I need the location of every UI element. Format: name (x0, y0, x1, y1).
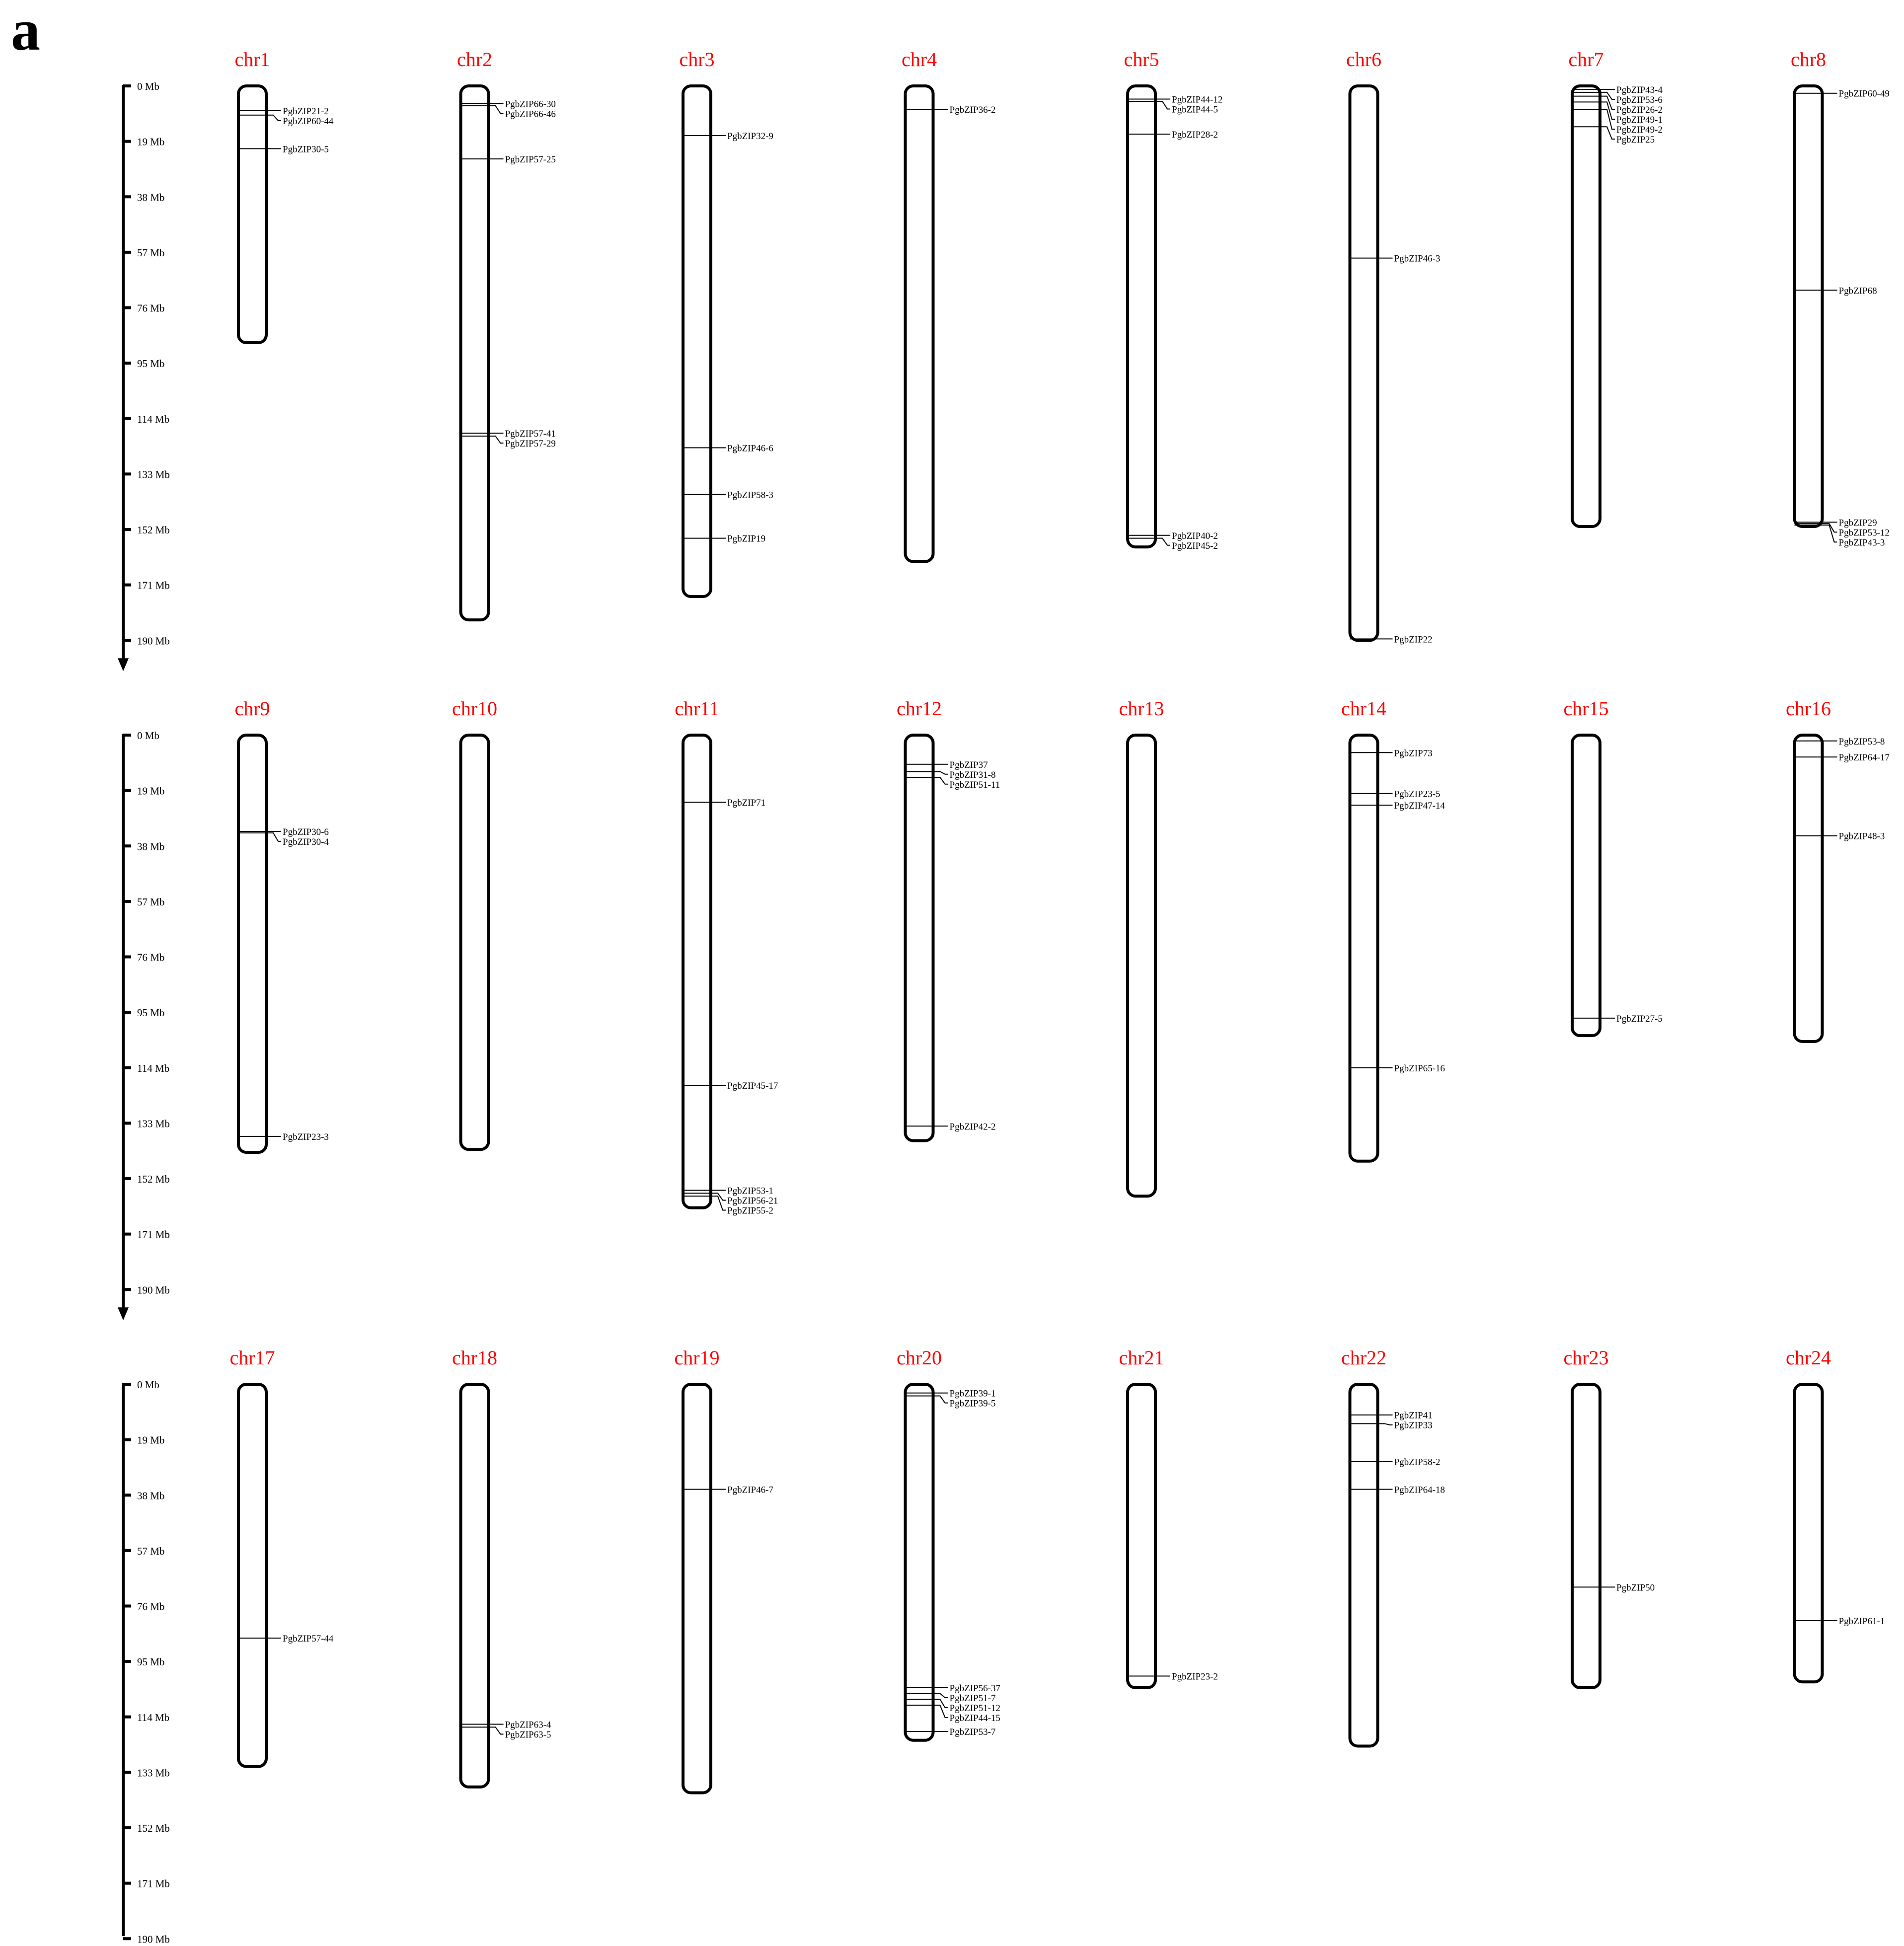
gene-label: PgbZIP66-46 (505, 109, 556, 120)
chromosome-label: chr5 (1124, 48, 1159, 71)
chromosome-label: chr12 (896, 697, 942, 720)
gene-label: PgbZIP53-8 (1838, 736, 1885, 747)
chromosome-label: chr6 (1346, 48, 1382, 71)
chromosome-label: chr4 (901, 48, 937, 71)
gene-label: PgbZIP53-7 (949, 1727, 996, 1738)
gene-label: PgbZIP30-5 (283, 144, 329, 155)
gene-label: PgbZIP55-2 (727, 1205, 773, 1216)
chromosome-label: chr22 (1341, 1347, 1387, 1369)
scale-tick-label: 190 Mb (137, 1933, 170, 1946)
scale-tick-label: 114 Mb (137, 413, 170, 425)
chromosome-label: chr14 (1341, 697, 1387, 720)
scale-tick-label: 133 Mb (137, 1767, 170, 1779)
gene-label: PgbZIP25 (1616, 135, 1655, 146)
gene-label: PgbZIP19 (727, 533, 766, 544)
chromosome-label: chr18 (452, 1347, 498, 1369)
gene-label: PgbZIP63-4 (505, 1720, 551, 1730)
gene-label: PgbZIP33 (1394, 1420, 1433, 1431)
scale-tick-label: 19 Mb (137, 1434, 165, 1446)
scale-tick-label: 0 Mb (137, 1379, 159, 1391)
gene-label: PgbZIP53-6 (1616, 95, 1663, 106)
scale-tick-label: 76 Mb (137, 302, 165, 314)
gene-label: PgbZIP56-37 (949, 1683, 1000, 1694)
gene-label: PgbZIP48-3 (1838, 831, 1885, 842)
gene-label: PgbZIP43-3 (1838, 537, 1885, 548)
panel-label: a (11, 0, 40, 63)
scale-tick-label: 95 Mb (137, 358, 165, 370)
gene-label: PgbZIP30-6 (283, 826, 329, 837)
scale-tick-label: 133 Mb (137, 1118, 170, 1130)
scale-tick-label: 0 Mb (137, 730, 159, 742)
gene-label: PgbZIP50 (1616, 1582, 1655, 1593)
gene-label: PgbZIP71 (727, 798, 766, 809)
gene-label: PgbZIP44-5 (1172, 104, 1218, 115)
scale-tick-label: 133 Mb (137, 468, 170, 481)
gene-label: PgbZIP40-2 (1172, 530, 1218, 541)
scale-tick-label: 190 Mb (137, 1284, 170, 1296)
gene-label: PgbZIP60-49 (1838, 88, 1890, 99)
gene-label: PgbZIP44-15 (949, 1713, 1000, 1723)
scale-tick-label: 38 Mb (137, 840, 165, 853)
chromosome-label: chr13 (1119, 697, 1164, 720)
gene-label: PgbZIP56-21 (727, 1196, 778, 1206)
scale-tick-label: 19 Mb (137, 136, 165, 148)
scale-tick-label: 76 Mb (137, 1600, 165, 1613)
gene-label: PgbZIP30-4 (283, 836, 329, 847)
gene-label: PgbZIP68 (1838, 286, 1877, 297)
chromosome-label: chr3 (679, 48, 715, 71)
scale-tick-label: 95 Mb (137, 1656, 165, 1668)
gene-label: PgbZIP26-2 (1616, 105, 1663, 116)
gene-label: PgbZIP60-44 (283, 116, 334, 127)
gene-label: PgbZIP22 (1394, 634, 1433, 645)
scale-tick-label: 19 Mb (137, 785, 165, 797)
scale-tick-label: 38 Mb (137, 191, 165, 204)
gene-label: PgbZIP58-2 (1394, 1457, 1441, 1468)
gene-label: PgbZIP57-25 (505, 154, 556, 165)
gene-label: PgbZIP29 (1838, 518, 1877, 528)
gene-label: PgbZIP46-6 (727, 443, 773, 454)
gene-label: PgbZIP51-12 (949, 1703, 1000, 1714)
scale-tick-label: 114 Mb (137, 1711, 170, 1723)
gene-label: PgbZIP42-2 (949, 1122, 996, 1132)
scale-tick-label: 171 Mb (137, 579, 170, 592)
gene-label: PgbZIP28-2 (1172, 129, 1218, 140)
chromosome-label: chr16 (1785, 697, 1831, 720)
gene-label: PgbZIP23-5 (1394, 789, 1441, 800)
gene-label: PgbZIP53-12 (1838, 527, 1890, 538)
gene-label: PgbZIP66-30 (505, 99, 556, 110)
scale-tick-label: 95 Mb (137, 1007, 165, 1019)
gene-label: PgbZIP64-17 (1838, 752, 1890, 763)
chromosome-label: chr8 (1790, 48, 1827, 71)
chromosome-label: chr23 (1563, 1347, 1609, 1369)
scale-tick-label: 114 Mb (137, 1062, 170, 1074)
gene-label: PgbZIP58-3 (727, 490, 773, 501)
scale-tick-label: 57 Mb (137, 246, 165, 259)
chromosome-label: chr9 (234, 697, 270, 720)
scale-tick-label: 38 Mb (137, 1490, 165, 1502)
scale-tick-label: 152 Mb (137, 1173, 170, 1185)
scale-tick-label: 171 Mb (137, 1228, 170, 1241)
gene-label: PgbZIP49-2 (1616, 125, 1663, 136)
scale-tick-label: 76 Mb (137, 951, 165, 964)
scale-tick-label: 57 Mb (137, 896, 165, 908)
gene-label: PgbZIP27-5 (1616, 1013, 1663, 1024)
chromosome-label: chr17 (229, 1347, 275, 1369)
chromosome-label: chr11 (675, 697, 719, 720)
gene-label: PgbZIP41 (1394, 1410, 1433, 1421)
scale-tick-label: 152 Mb (137, 524, 170, 536)
gene-label: PgbZIP23-2 (1172, 1671, 1218, 1682)
gene-label: PgbZIP32-9 (727, 131, 773, 142)
gene-label: PgbZIP64-18 (1394, 1485, 1445, 1496)
gene-label: PgbZIP57-41 (505, 429, 556, 440)
gene-label: PgbZIP57-44 (283, 1634, 334, 1645)
gene-label: PgbZIP51-11 (949, 779, 1000, 790)
chromosome-label: chr7 (1568, 48, 1604, 71)
chromosome-label: chr2 (457, 48, 493, 71)
chromosome-label: chr20 (896, 1347, 942, 1369)
chromosome-label: chr19 (674, 1347, 720, 1369)
gene-label: PgbZIP51-7 (949, 1693, 996, 1704)
gene-label: PgbZIP37 (949, 759, 988, 770)
gene-label: PgbZIP45-2 (1172, 540, 1218, 551)
gene-label: PgbZIP45-17 (727, 1081, 778, 1091)
gene-label: PgbZIP61-1 (1838, 1616, 1885, 1627)
scale-tick-label: 171 Mb (137, 1877, 170, 1890)
gene-label: PgbZIP46-3 (1394, 253, 1441, 264)
gene-label: PgbZIP65-16 (1394, 1063, 1445, 1074)
gene-label: PgbZIP57-29 (505, 439, 556, 449)
gene-label: PgbZIP39-1 (949, 1388, 996, 1399)
gene-label: PgbZIP49-1 (1616, 115, 1663, 126)
gene-label: PgbZIP36-2 (949, 105, 996, 115)
gene-label: PgbZIP73 (1394, 748, 1433, 759)
chromosome-label: chr10 (452, 697, 498, 720)
gene-label: PgbZIP21-2 (283, 106, 329, 117)
gene-label: PgbZIP43-4 (1616, 85, 1663, 96)
scale-tick-label: 57 Mb (137, 1545, 165, 1557)
chromosome-label: chr21 (1119, 1347, 1164, 1369)
gene-label: PgbZIP31-8 (949, 769, 996, 780)
gene-label: PgbZIP39-5 (949, 1398, 996, 1409)
scale-tick-label: 152 Mb (137, 1822, 170, 1834)
gene-label: PgbZIP23-3 (283, 1131, 329, 1142)
chromosome-label: chr1 (234, 48, 270, 71)
gene-label: PgbZIP53-1 (727, 1186, 773, 1197)
gene-label: PgbZIP46-7 (727, 1485, 773, 1496)
gene-label: PgbZIP47-14 (1394, 801, 1445, 811)
chromosome-label: chr24 (1785, 1347, 1831, 1369)
gene-label: PgbZIP44-12 (1172, 94, 1223, 105)
scale-tick-label: 190 Mb (137, 635, 170, 647)
scale-tick-label: 0 Mb (137, 80, 159, 92)
gene-label: PgbZIP63-5 (505, 1729, 551, 1740)
chromosome-label: chr15 (1563, 697, 1609, 720)
